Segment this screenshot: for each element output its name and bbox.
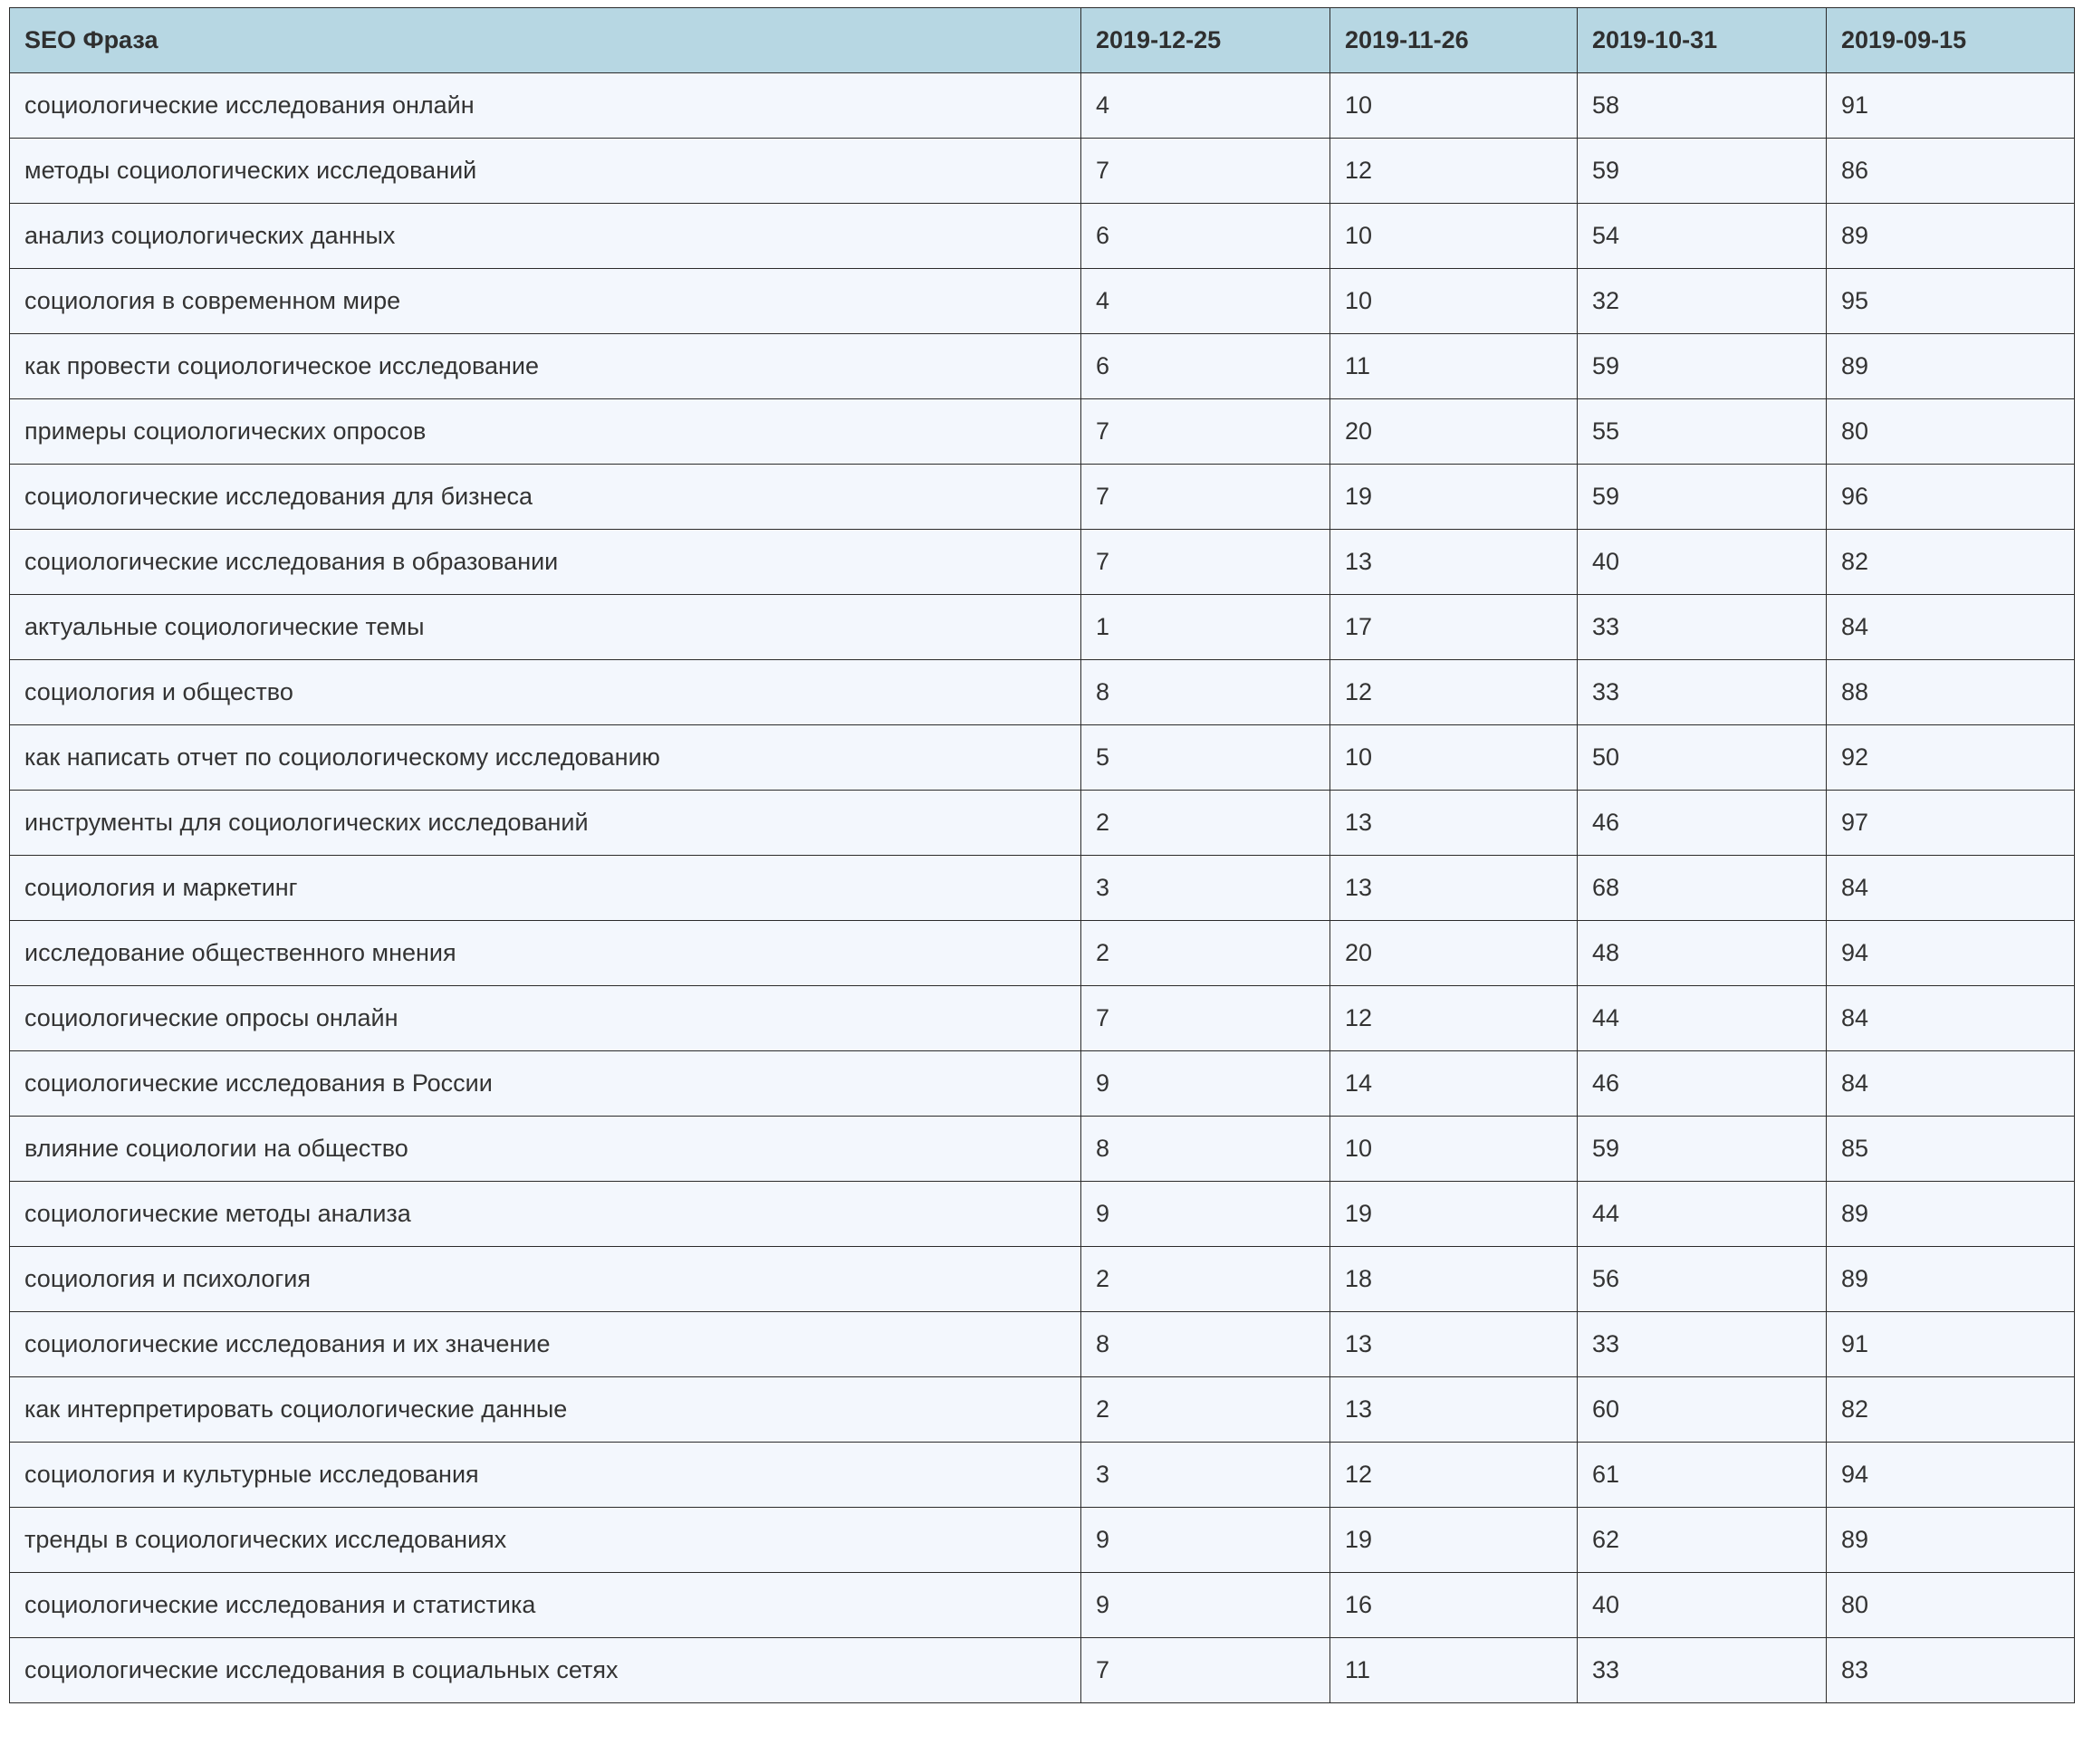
cell-seo-phrase: социология и психология: [10, 1247, 1081, 1312]
table-row: [10, 791, 2075, 856]
cell-value: 10: [1330, 1117, 1578, 1182]
cell-value: 19: [1330, 1508, 1578, 1573]
cell-value: 6: [1081, 334, 1330, 399]
cell-value: 1: [1081, 595, 1330, 660]
cell-seo-phrase: влияние социологии на общество: [10, 1117, 1081, 1182]
cell-value: 83: [1827, 1638, 2075, 1703]
cell-value: 50: [1578, 725, 1827, 791]
table-row: [10, 1182, 2075, 1247]
cell-value: 6: [1081, 204, 1330, 269]
table-row: [10, 1117, 2075, 1182]
cell-value: 9: [1081, 1051, 1330, 1117]
cell-seo-phrase: примеры социологических опросов: [10, 399, 1081, 465]
cell-value: 33: [1578, 1312, 1827, 1377]
cell-value: 33: [1578, 1638, 1827, 1703]
cell-value: 60: [1578, 1377, 1827, 1443]
cell-value: 16: [1330, 1573, 1578, 1638]
column-header-phrase: SEO Фраза: [10, 8, 1081, 73]
cell-seo-phrase: тренды в социологических исследованиях: [10, 1508, 1081, 1573]
cell-value: 19: [1330, 465, 1578, 530]
cell-value: 2: [1081, 791, 1330, 856]
cell-value: 3: [1081, 1443, 1330, 1508]
cell-value: 84: [1827, 1051, 2075, 1117]
cell-value: 7: [1081, 465, 1330, 530]
cell-value: 9: [1081, 1508, 1330, 1573]
cell-value: 10: [1330, 269, 1578, 334]
cell-value: 8: [1081, 660, 1330, 725]
cell-value: 86: [1827, 139, 2075, 204]
cell-value: 12: [1330, 986, 1578, 1051]
column-header-date: 2019-12-25: [1081, 8, 1330, 73]
cell-seo-phrase: социология и культурные исследования: [10, 1443, 1081, 1508]
cell-seo-phrase: социологические исследования и их значение: [10, 1312, 1081, 1377]
cell-value: 97: [1827, 791, 2075, 856]
cell-value: 85: [1827, 1117, 2075, 1182]
cell-value: 48: [1578, 921, 1827, 986]
cell-seo-phrase: исследование общественного мнения: [10, 921, 1081, 986]
cell-value: 7: [1081, 986, 1330, 1051]
table-row: [10, 269, 2075, 334]
table-row: [10, 139, 2075, 204]
cell-seo-phrase: социологические исследования в России: [10, 1051, 1081, 1117]
cell-value: 80: [1827, 1573, 2075, 1638]
table-row: [10, 856, 2075, 921]
cell-value: 10: [1330, 204, 1578, 269]
cell-value: 94: [1827, 921, 2075, 986]
cell-value: 7: [1081, 530, 1330, 595]
cell-value: 9: [1081, 1573, 1330, 1638]
table-row: [10, 399, 2075, 465]
table-row: [10, 1508, 2075, 1573]
table-header-row: [10, 8, 2075, 73]
cell-value: 32: [1578, 269, 1827, 334]
cell-seo-phrase: как написать отчет по социологическому исследованию: [10, 725, 1081, 791]
cell-value: 2: [1081, 1247, 1330, 1312]
cell-value: 91: [1827, 1312, 2075, 1377]
cell-value: 89: [1827, 1182, 2075, 1247]
cell-value: 80: [1827, 399, 2075, 465]
cell-value: 13: [1330, 530, 1578, 595]
cell-value: 46: [1578, 791, 1827, 856]
cell-value: 5: [1081, 725, 1330, 791]
cell-value: 8: [1081, 1117, 1330, 1182]
table-row: [10, 1573, 2075, 1638]
cell-value: 13: [1330, 856, 1578, 921]
seo-table-container: [9, 7, 2074, 1703]
table-row: [10, 725, 2075, 791]
cell-value: 10: [1330, 73, 1578, 139]
cell-value: 3: [1081, 856, 1330, 921]
cell-value: 59: [1578, 465, 1827, 530]
cell-value: 84: [1827, 595, 2075, 660]
cell-value: 91: [1827, 73, 2075, 139]
cell-value: 56: [1578, 1247, 1827, 1312]
cell-seo-phrase: социология и общество: [10, 660, 1081, 725]
cell-seo-phrase: инструменты для социологических исследований: [10, 791, 1081, 856]
cell-value: 82: [1827, 1377, 2075, 1443]
table-row: [10, 986, 2075, 1051]
cell-value: 68: [1578, 856, 1827, 921]
cell-value: 11: [1330, 334, 1578, 399]
cell-seo-phrase: социологические исследования для бизнеса: [10, 465, 1081, 530]
cell-value: 13: [1330, 791, 1578, 856]
cell-value: 7: [1081, 139, 1330, 204]
cell-value: 40: [1578, 530, 1827, 595]
cell-value: 12: [1330, 660, 1578, 725]
cell-value: 54: [1578, 204, 1827, 269]
cell-seo-phrase: социологические исследования в социальных сетях: [10, 1638, 1081, 1703]
cell-value: 18: [1330, 1247, 1578, 1312]
cell-seo-phrase: социологические методы анализа: [10, 1182, 1081, 1247]
table-row: [10, 204, 2075, 269]
cell-value: 44: [1578, 986, 1827, 1051]
table-body: [10, 73, 2075, 1703]
cell-value: 17: [1330, 595, 1578, 660]
table-row: [10, 1638, 2075, 1703]
cell-value: 7: [1081, 1638, 1330, 1703]
cell-value: 10: [1330, 725, 1578, 791]
table-row: [10, 1377, 2075, 1443]
table-row: [10, 1051, 2075, 1117]
cell-value: 59: [1578, 1117, 1827, 1182]
table-row: [10, 465, 2075, 530]
cell-value: 44: [1578, 1182, 1827, 1247]
cell-value: 20: [1330, 921, 1578, 986]
cell-value: 33: [1578, 660, 1827, 725]
cell-value: 89: [1827, 1247, 2075, 1312]
cell-value: 33: [1578, 595, 1827, 660]
seo-table: [9, 7, 2075, 1703]
cell-value: 89: [1827, 334, 2075, 399]
cell-value: 89: [1827, 1508, 2075, 1573]
cell-value: 2: [1081, 921, 1330, 986]
cell-value: 11: [1330, 1638, 1578, 1703]
cell-seo-phrase: актуальные социологические темы: [10, 595, 1081, 660]
table-row: [10, 1443, 2075, 1508]
cell-value: 4: [1081, 73, 1330, 139]
cell-value: 9: [1081, 1182, 1330, 1247]
cell-value: 7: [1081, 399, 1330, 465]
cell-value: 12: [1330, 139, 1578, 204]
cell-value: 96: [1827, 465, 2075, 530]
table-row: [10, 530, 2075, 595]
column-header-date: 2019-11-26: [1330, 8, 1578, 73]
cell-seo-phrase: анализ социологических данных: [10, 204, 1081, 269]
cell-seo-phrase: социологические исследования и статистика: [10, 1573, 1081, 1638]
column-header-date: 2019-10-31: [1578, 8, 1827, 73]
cell-value: 2: [1081, 1377, 1330, 1443]
cell-value: 82: [1827, 530, 2075, 595]
cell-value: 58: [1578, 73, 1827, 139]
cell-value: 4: [1081, 269, 1330, 334]
table-row: [10, 1312, 2075, 1377]
cell-value: 59: [1578, 139, 1827, 204]
cell-value: 95: [1827, 269, 2075, 334]
table-row: [10, 73, 2075, 139]
cell-seo-phrase: социология и маркетинг: [10, 856, 1081, 921]
cell-seo-phrase: социология в современном мире: [10, 269, 1081, 334]
cell-value: 14: [1330, 1051, 1578, 1117]
table-row: [10, 334, 2075, 399]
cell-value: 89: [1827, 204, 2075, 269]
cell-seo-phrase: социологические исследования онлайн: [10, 73, 1081, 139]
cell-value: 88: [1827, 660, 2075, 725]
cell-seo-phrase: социологические опросы онлайн: [10, 986, 1081, 1051]
table-row: [10, 595, 2075, 660]
column-header-date: 2019-09-15: [1827, 8, 2075, 73]
cell-seo-phrase: как интерпретировать социологические данные: [10, 1377, 1081, 1443]
cell-seo-phrase: методы социологических исследований: [10, 139, 1081, 204]
cell-value: 19: [1330, 1182, 1578, 1247]
cell-seo-phrase: как провести социологическое исследование: [10, 334, 1081, 399]
cell-value: 8: [1081, 1312, 1330, 1377]
cell-value: 61: [1578, 1443, 1827, 1508]
cell-value: 46: [1578, 1051, 1827, 1117]
cell-value: 84: [1827, 986, 2075, 1051]
cell-value: 13: [1330, 1377, 1578, 1443]
table-row: [10, 921, 2075, 986]
table-row: [10, 660, 2075, 725]
cell-value: 84: [1827, 856, 2075, 921]
table-row: [10, 1247, 2075, 1312]
cell-value: 12: [1330, 1443, 1578, 1508]
cell-value: 59: [1578, 334, 1827, 399]
cell-value: 92: [1827, 725, 2075, 791]
cell-value: 40: [1578, 1573, 1827, 1638]
cell-seo-phrase: социологические исследования в образовании: [10, 530, 1081, 595]
cell-value: 20: [1330, 399, 1578, 465]
cell-value: 62: [1578, 1508, 1827, 1573]
cell-value: 94: [1827, 1443, 2075, 1508]
cell-value: 55: [1578, 399, 1827, 465]
cell-value: 13: [1330, 1312, 1578, 1377]
